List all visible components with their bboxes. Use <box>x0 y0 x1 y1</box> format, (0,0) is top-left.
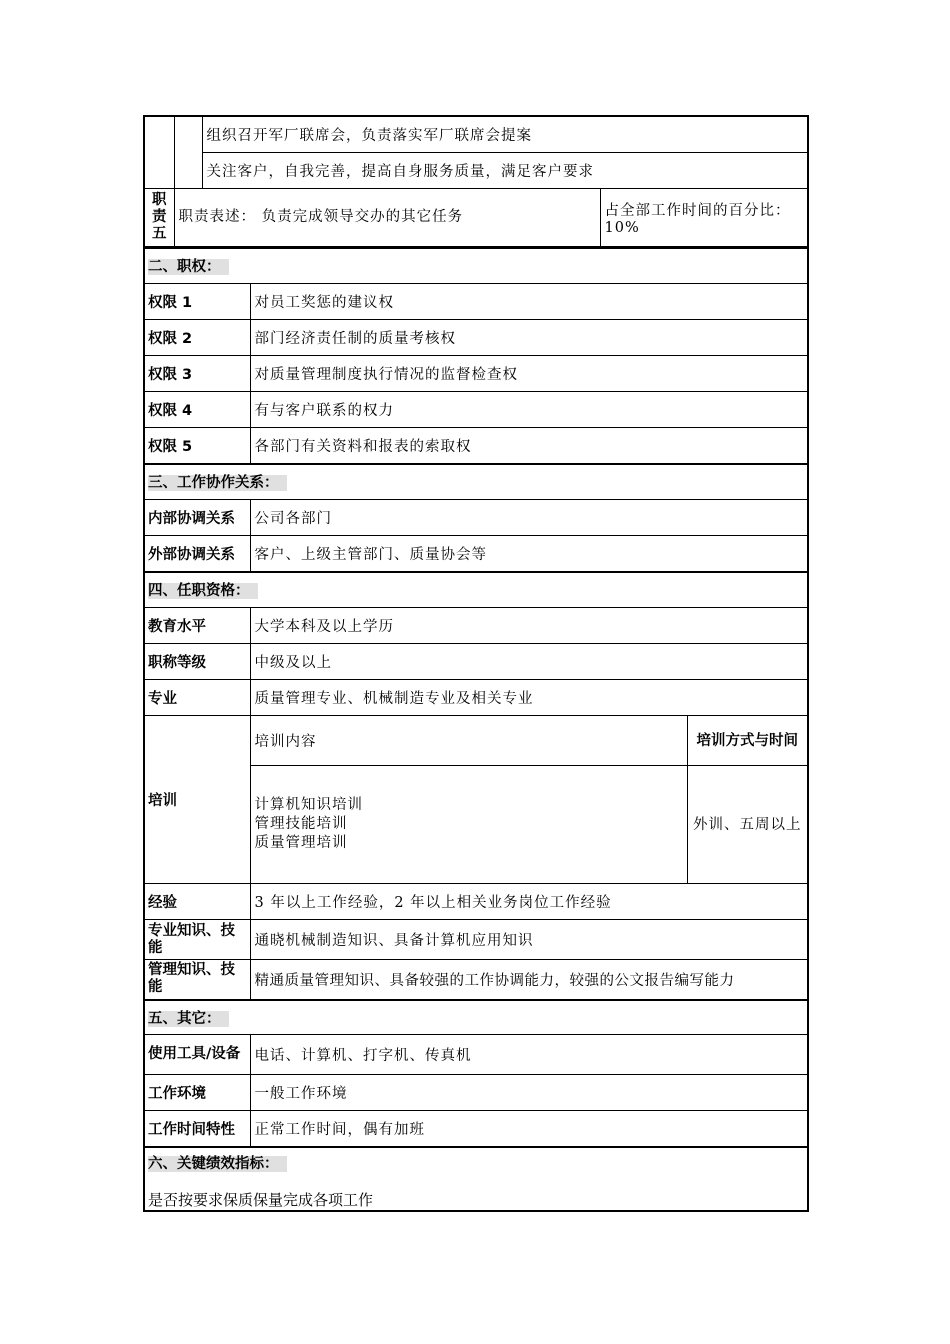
authority-value: 部门经济责任制的质量考核权 <box>250 320 808 356</box>
duty-label-cell <box>144 116 174 188</box>
training-method: 外训、五周以上 <box>687 766 808 884</box>
authority-value: 对员工奖惩的建议权 <box>250 284 808 320</box>
duty-table <box>143 115 809 247</box>
qualification-value: 质量管理专业、机械制造专业及相关专业 <box>250 680 808 716</box>
training-content-header: 培训内容 <box>250 716 687 766</box>
qualification-row <box>144 920 808 960</box>
section-title: 四、任职资格： <box>148 583 258 599</box>
other-value: 一般工作环境 <box>250 1075 808 1111</box>
authority-row <box>144 428 808 464</box>
relation-row <box>144 536 808 572</box>
duty-item: 关注客户，自我完善，提高自身服务质量，满足客户要求 <box>202 152 808 188</box>
qualification-label: 经验 <box>144 884 250 920</box>
qualification-value: 精通质量管理知识、具备较强的工作协调能力，较强的公文报告编写能力 <box>250 960 808 1000</box>
main-table <box>143 247 809 1212</box>
authority-label: 权限 3 <box>144 356 250 392</box>
qualification-row <box>144 680 808 716</box>
authority-label: 权限 5 <box>144 428 250 464</box>
duty5-percent: 占全部工作时间的百分比：10% <box>600 188 808 246</box>
section-title: 六、关键绩效指标： <box>148 1156 287 1172</box>
kpi-value: 是否按要求保质保量完成各项工作 <box>148 1192 374 1209</box>
qualification-label: 专业知识、技能 <box>144 920 250 960</box>
duty5-row <box>144 188 808 246</box>
section-qualifications <box>144 572 808 608</box>
authority-value: 对质量管理制度执行情况的监督检查权 <box>250 356 808 392</box>
authority-row <box>144 284 808 320</box>
qualification-label: 专业 <box>144 680 250 716</box>
relation-label: 外部协调关系 <box>144 536 250 572</box>
other-row <box>144 1075 808 1111</box>
qualification-row <box>144 884 808 920</box>
authority-label: 权限 2 <box>144 320 250 356</box>
authority-row <box>144 320 808 356</box>
authority-label: 权限 4 <box>144 392 250 428</box>
duty5-label: 职责五 <box>144 188 174 246</box>
other-label: 工作环境 <box>144 1075 250 1111</box>
duty-spacer-cell <box>174 116 202 188</box>
section-authority <box>144 248 808 284</box>
authority-row <box>144 356 808 392</box>
duty5-desc: 职责表述： 负责完成领导交办的其它任务 <box>174 188 600 246</box>
qualification-label: 管理知识、技能 <box>144 960 250 1000</box>
training-item: 管理技能培训 <box>254 816 348 832</box>
authority-value: 有与客户联系的权力 <box>250 392 808 428</box>
duty-row <box>144 116 808 152</box>
training-item: 质量管理培训 <box>254 835 348 851</box>
duty-row <box>144 152 808 188</box>
section-other <box>144 1000 808 1035</box>
other-value: 正常工作时间，偶有加班 <box>250 1111 808 1147</box>
other-value: 电话、计算机、打字机、传真机 <box>250 1035 808 1075</box>
qualification-label: 教育水平 <box>144 608 250 644</box>
relation-label: 内部协调关系 <box>144 500 250 536</box>
duty-item: 组织召开军厂联席会，负责落实军厂联席会提案 <box>202 116 808 152</box>
authority-label: 权限 1 <box>144 284 250 320</box>
job-description-page <box>143 115 807 1212</box>
qualification-value: 3 年以上工作经验，2 年以上相关业务岗位工作经验 <box>250 884 808 920</box>
qualification-row <box>144 608 808 644</box>
training-item: 计算机知识培训 <box>254 797 363 813</box>
qualification-value: 大学本科及以上学历 <box>250 608 808 644</box>
other-row <box>144 1111 808 1147</box>
qualification-row <box>144 644 808 680</box>
training-items <box>250 766 687 884</box>
section-title: 二、职权： <box>148 259 229 275</box>
section-kpi <box>144 1147 808 1211</box>
other-row <box>144 1035 808 1075</box>
training-header-row <box>144 716 808 766</box>
section-title: 三、工作协作关系： <box>148 475 287 491</box>
qualification-label: 职称等级 <box>144 644 250 680</box>
training-label: 培训 <box>144 716 250 884</box>
training-method-header: 培训方式与时间 <box>687 716 808 766</box>
qualification-row <box>144 960 808 1000</box>
relation-value: 公司各部门 <box>250 500 808 536</box>
authority-row <box>144 392 808 428</box>
qualification-value: 通晓机械制造知识、具备计算机应用知识 <box>250 920 808 960</box>
other-label: 使用工具/设备 <box>144 1035 250 1075</box>
authority-value: 各部门有关资料和报表的索取权 <box>250 428 808 464</box>
relation-value: 客户、上级主管部门、质量协会等 <box>250 536 808 572</box>
relation-row <box>144 500 808 536</box>
other-label: 工作时间特性 <box>144 1111 250 1147</box>
section-relations <box>144 464 808 500</box>
section-title: 五、其它： <box>148 1011 229 1027</box>
qualification-value: 中级及以上 <box>250 644 808 680</box>
